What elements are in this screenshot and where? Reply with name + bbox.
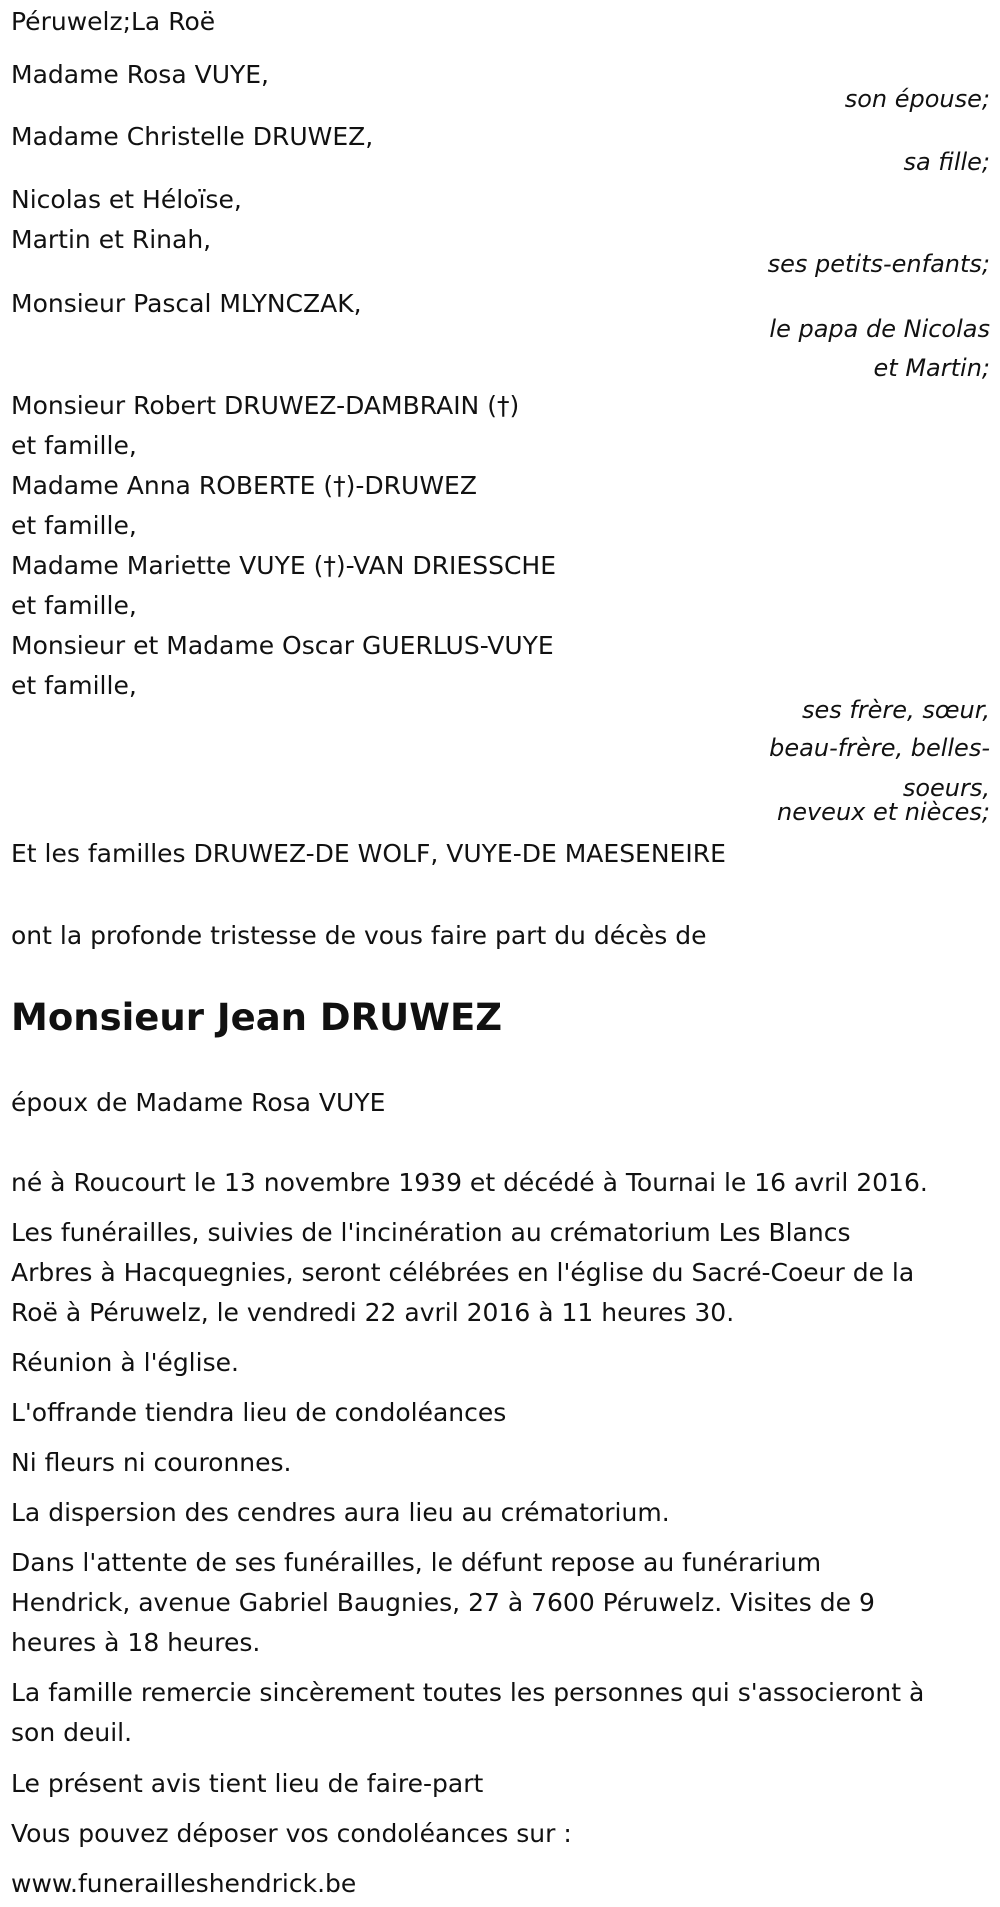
father-name: Monsieur Pascal MLYNCZAK, — [11, 289, 362, 318]
announcement-intro: ont la profonde tristesse de vous faire part du décès de — [11, 921, 707, 950]
sibling-line: et famille, — [11, 671, 137, 700]
grandchildren-line: Nicolas et Héloïse, — [11, 185, 242, 214]
sibling-line: et famille, — [11, 511, 137, 540]
deceased-name: Monsieur Jean DRUWEZ — [11, 996, 503, 1039]
other-families: Et les familles DRUWEZ-DE WOLF, VUYE-DE MAESENEIRE — [11, 839, 726, 868]
spouse-of: époux de Madame Rosa VUYE — [11, 1088, 386, 1117]
father-relation: et Martin; — [873, 354, 990, 382]
sibling-line: et famille, — [11, 431, 137, 460]
notice-note: Le présent avis tient lieu de faire-part — [11, 1769, 484, 1798]
sibling-line: Madame Mariette VUYE (†)-VAN DRIESSCHE — [11, 551, 556, 580]
siblings-relation: ses frère, sœur, — [801, 696, 990, 724]
grandchildren-relation: ses petits-enfants; — [767, 250, 990, 278]
sibling-line: Monsieur et Madame Oscar GUERLUS-VUYE — [11, 631, 554, 660]
sibling-line: et famille, — [11, 591, 137, 620]
funeral-line: Les funérailles, suivies de l'incinération au crématorium Les Blancs — [11, 1218, 851, 1247]
thanks-line: La famille remercie sincèrement toutes les personnes qui s'associeront à — [11, 1678, 925, 1707]
meeting-note: Réunion à l'église. — [11, 1348, 239, 1377]
funeral-line: Arbres à Hacquegnies, seront célébrées en l'église du Sacré-Coeur de la — [11, 1258, 915, 1287]
siblings-relation: soeurs, — [902, 774, 990, 802]
sibling-line: Monsieur Robert DRUWEZ-DAMBRAIN (†) — [11, 391, 520, 420]
daughter-name: Madame Christelle DRUWEZ, — [11, 122, 374, 151]
location-header: Péruwelz;La Roë — [11, 7, 216, 36]
rest-line: heures à 18 heures. — [11, 1628, 261, 1657]
sibling-line: Madame Anna ROBERTE (†)-DRUWEZ — [11, 471, 477, 500]
funeral-line: Roë à Péruwelz, le vendredi 22 avril 2016 à 11 heures 30. — [11, 1298, 735, 1327]
rest-line: Hendrick, avenue Gabriel Baugnies, 27 à 7600 Péruwelz. Visites de 9 — [11, 1588, 875, 1617]
siblings-relation: beau-frère, belles- — [769, 734, 990, 762]
birth-death: né à Roucourt le 13 novembre 1939 et décédé à Tournai le 16 avril 2016. — [11, 1168, 928, 1197]
rest-line: Dans l'attente de ses funérailles, le défunt repose au funérarium — [11, 1548, 822, 1577]
ashes-note: La dispersion des cendres aura lieu au crématorium. — [11, 1498, 670, 1527]
daughter-relation: sa fille; — [903, 148, 990, 176]
siblings-relation: neveux et nièces; — [777, 798, 990, 826]
thanks-line: son deuil. — [11, 1718, 133, 1747]
website-link[interactable]: www.funerailleshendrick.be — [11, 1869, 357, 1898]
offering-note: L'offrande tiendra lieu de condoléances — [11, 1398, 507, 1427]
flowers-note: Ni fleurs ni couronnes. — [11, 1448, 292, 1477]
spouse-relation: son épouse; — [844, 85, 990, 113]
condolences-note: Vous pouvez déposer vos condoléances sur : — [11, 1819, 572, 1848]
father-relation: le papa de Nicolas — [769, 315, 990, 343]
grandchildren-line: Martin et Rinah, — [11, 225, 212, 254]
spouse-name: Madame Rosa VUYE, — [11, 60, 270, 89]
